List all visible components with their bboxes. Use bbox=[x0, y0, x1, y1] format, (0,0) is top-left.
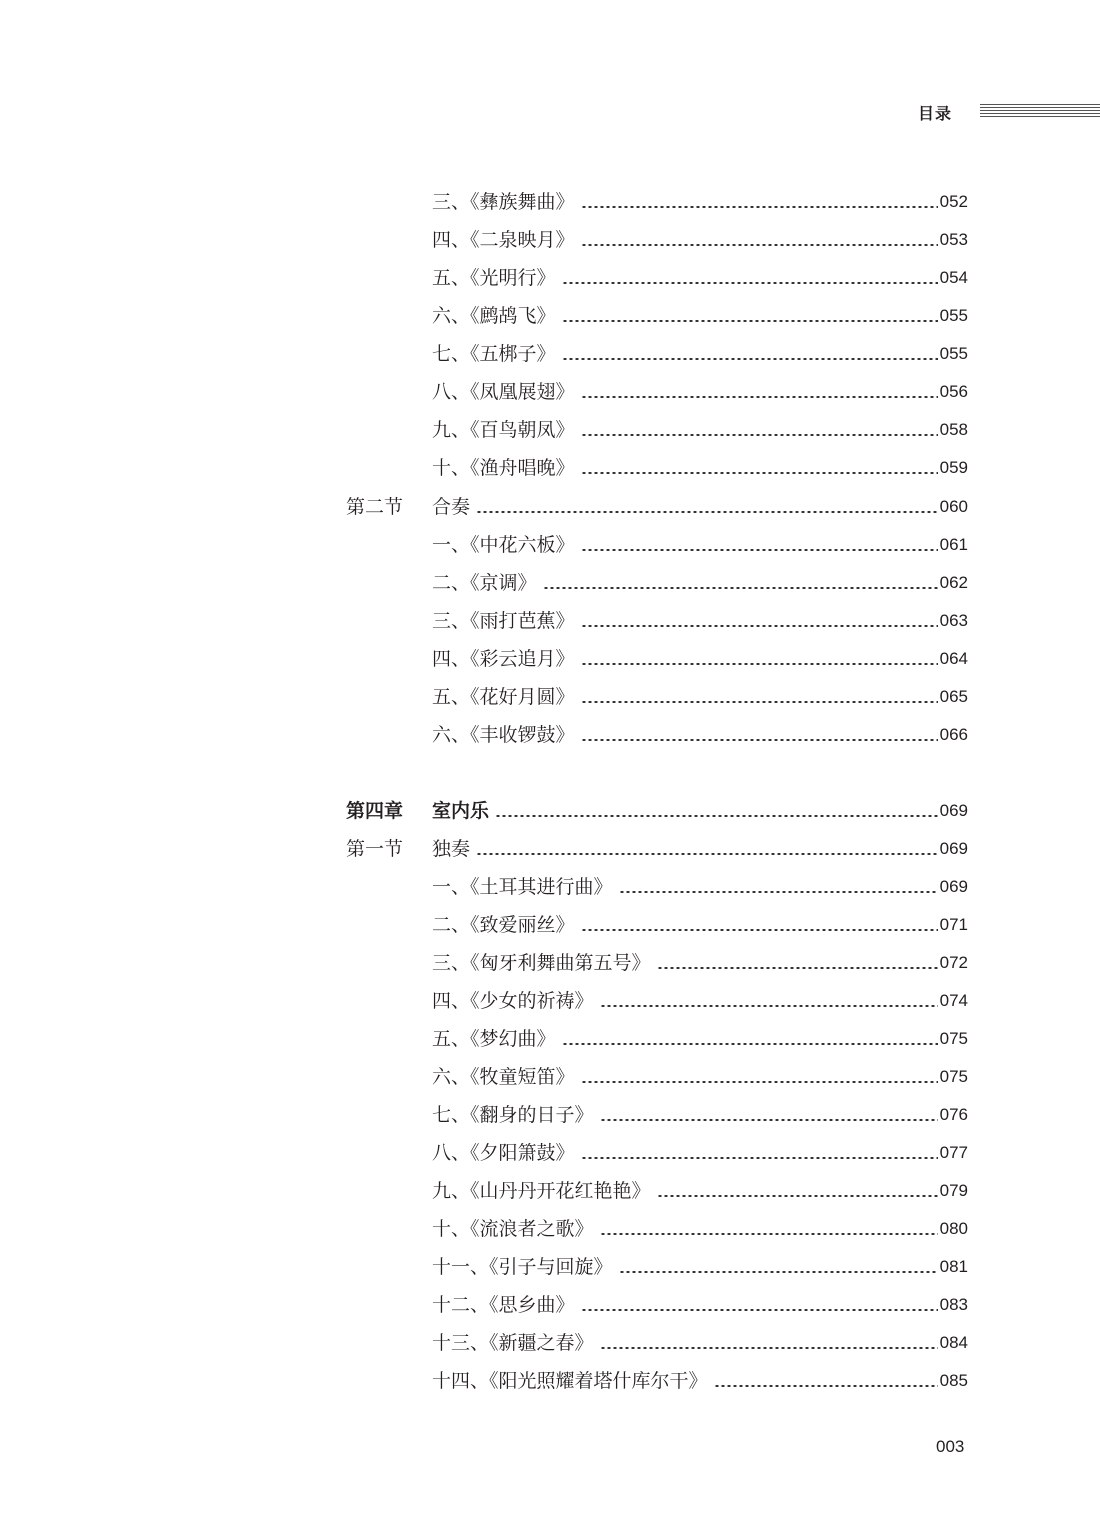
dot-leader bbox=[581, 1157, 938, 1159]
dot-leader bbox=[581, 244, 938, 246]
toc-item-entry[interactable] bbox=[432, 527, 968, 557]
toc-entry-title: 九、《百鸟朝凤》 bbox=[432, 419, 575, 441]
toc-item-entry[interactable] bbox=[432, 945, 968, 975]
toc-item-entry[interactable] bbox=[432, 450, 968, 480]
toc-entry-title: 一、《土耳其进行曲》 bbox=[432, 876, 613, 898]
dot-leader bbox=[562, 358, 938, 360]
toc-entry-page: 079 bbox=[939, 1181, 968, 1200]
toc-item-entry[interactable] bbox=[432, 1173, 968, 1203]
dot-leader bbox=[581, 472, 938, 474]
toc-item-entry[interactable] bbox=[432, 1135, 968, 1165]
dot-leader bbox=[581, 929, 938, 931]
toc-entry-page: 083 bbox=[939, 1295, 968, 1314]
toc-entry-title: 四、《二泉映月》 bbox=[432, 229, 575, 251]
toc-entry-title: 五、《光明行》 bbox=[432, 267, 556, 289]
dot-leader bbox=[476, 853, 938, 855]
toc-entry-page: 052 bbox=[939, 192, 968, 211]
toc-item-entry[interactable] bbox=[432, 374, 968, 404]
dot-leader bbox=[581, 701, 938, 703]
toc-entry-page: 072 bbox=[939, 953, 968, 972]
toc-item-entry[interactable] bbox=[432, 717, 968, 747]
toc-entry-page: 061 bbox=[939, 535, 968, 554]
toc-entry-page: 055 bbox=[939, 344, 968, 363]
toc-item-entry[interactable] bbox=[432, 1249, 968, 1279]
toc-entry-title: 八、《夕阳箫鼓》 bbox=[432, 1142, 575, 1164]
dot-leader bbox=[543, 587, 938, 589]
toc-entry-page: 075 bbox=[939, 1029, 968, 1048]
toc-entry-page: 056 bbox=[939, 382, 968, 401]
dot-leader bbox=[581, 1081, 938, 1083]
dot-leader bbox=[581, 1309, 938, 1311]
toc-item-entry[interactable] bbox=[432, 222, 968, 252]
toc-entry-page: 062 bbox=[939, 573, 968, 592]
toc-entry-title: 六、《丰收锣鼓》 bbox=[432, 724, 575, 746]
toc-entry-page: 077 bbox=[939, 1143, 968, 1162]
toc-entry-title: 二、《致爱丽丝》 bbox=[432, 914, 575, 936]
toc-entry-page: 071 bbox=[939, 915, 968, 934]
toc-entry-page: 063 bbox=[939, 611, 968, 630]
toc-entry-page: 065 bbox=[939, 687, 968, 706]
dot-leader bbox=[600, 1119, 938, 1121]
toc-item-entry[interactable] bbox=[432, 1211, 968, 1241]
dot-leader bbox=[600, 1005, 938, 1007]
dot-leader bbox=[581, 396, 938, 398]
toc-item-entry[interactable] bbox=[432, 1021, 968, 1051]
dot-leader bbox=[581, 434, 938, 436]
toc-item-entry[interactable] bbox=[432, 603, 968, 633]
toc-entry-title: 八、《凤凰展翅》 bbox=[432, 381, 575, 403]
dot-leader bbox=[657, 1195, 938, 1197]
toc-entry-title: 十四、《阳光照耀着塔什库尔干》 bbox=[432, 1370, 708, 1392]
toc-item-entry[interactable] bbox=[432, 1325, 968, 1355]
toc-entry-page: 069 bbox=[939, 877, 968, 896]
toc-section-entry[interactable] bbox=[346, 489, 968, 519]
toc-entry-page: 074 bbox=[939, 991, 968, 1010]
toc-entry-page: 053 bbox=[939, 230, 968, 249]
toc-entry-prefix: 第四章 bbox=[346, 800, 404, 822]
toc-item-entry[interactable] bbox=[432, 184, 968, 214]
toc-entry-page: 059 bbox=[939, 458, 968, 477]
toc-section-entry[interactable] bbox=[346, 831, 968, 861]
dot-leader bbox=[495, 815, 938, 817]
dot-leader bbox=[619, 891, 938, 893]
toc-entry-page: 055 bbox=[939, 306, 968, 325]
toc-item-entry[interactable] bbox=[432, 1363, 968, 1393]
dot-leader bbox=[714, 1385, 938, 1387]
toc-item-entry[interactable] bbox=[432, 1287, 968, 1317]
toc-entry-page: 069 bbox=[939, 801, 968, 820]
toc-item-entry[interactable] bbox=[432, 907, 968, 937]
toc-item-entry[interactable] bbox=[432, 298, 968, 328]
toc-item-entry[interactable] bbox=[432, 983, 968, 1013]
toc-item-entry[interactable] bbox=[432, 260, 968, 290]
toc-entry-title: 十、《渔舟唱晚》 bbox=[432, 457, 575, 479]
toc-entry-page: 054 bbox=[939, 268, 968, 287]
dot-leader bbox=[657, 967, 938, 969]
toc-entry-title: 十一、《引子与回旋》 bbox=[432, 1256, 613, 1278]
toc-item-entry[interactable] bbox=[432, 336, 968, 366]
toc-entry-title: 一、《中花六板》 bbox=[432, 534, 575, 556]
toc-entry-page: 080 bbox=[939, 1219, 968, 1238]
toc-entry-page: 064 bbox=[939, 649, 968, 668]
toc-entry-page: 058 bbox=[939, 420, 968, 439]
toc-entry-title: 室内乐 bbox=[432, 800, 490, 822]
running-header-title: 目录 bbox=[918, 104, 953, 123]
toc-item-entry[interactable] bbox=[432, 641, 968, 671]
toc-entry-title: 三、《彝族舞曲》 bbox=[432, 191, 575, 213]
toc-entry-title: 三、《匈牙利舞曲第五号》 bbox=[432, 952, 651, 974]
dot-leader bbox=[476, 511, 938, 513]
toc-entry-page: 076 bbox=[939, 1105, 968, 1124]
dot-leader bbox=[562, 320, 938, 322]
dot-leader bbox=[581, 549, 938, 551]
toc-chapter-entry[interactable] bbox=[346, 793, 968, 823]
toc-entry-page: 081 bbox=[939, 1257, 968, 1276]
dot-leader bbox=[600, 1233, 938, 1235]
toc-entry-prefix: 第二节 bbox=[346, 496, 404, 518]
dot-leader bbox=[581, 663, 938, 665]
toc-item-entry[interactable] bbox=[432, 869, 968, 899]
dot-leader bbox=[581, 625, 938, 627]
toc-entry-title: 二、《京调》 bbox=[432, 572, 537, 594]
toc-entry-title: 十三、《新疆之春》 bbox=[432, 1332, 594, 1354]
toc-item-entry[interactable] bbox=[432, 412, 968, 442]
toc-item-entry[interactable] bbox=[432, 565, 968, 595]
toc-entry-title: 九、《山丹丹开花红艳艳》 bbox=[432, 1180, 651, 1202]
toc-entry-page: 085 bbox=[939, 1371, 968, 1390]
toc-entry-title: 四、《少女的祈祷》 bbox=[432, 990, 594, 1012]
toc-entry-title: 五、《花好月圆》 bbox=[432, 686, 575, 708]
toc-entry-title: 四、《彩云追月》 bbox=[432, 648, 575, 670]
toc-entry-title: 独奏 bbox=[432, 838, 471, 860]
toc-entry-title: 三、《雨打芭蕉》 bbox=[432, 610, 575, 632]
toc-entry-title: 七、《翻身的日子》 bbox=[432, 1104, 594, 1126]
toc-entry-title: 六、《牧童短笛》 bbox=[432, 1066, 575, 1088]
toc-entry-page: 084 bbox=[939, 1333, 968, 1352]
toc-item-entry[interactable] bbox=[432, 1097, 968, 1127]
dot-leader bbox=[562, 1043, 938, 1045]
toc-entry-title: 六、《鹧鸪飞》 bbox=[432, 305, 556, 327]
toc-entry-title: 五、《梦幻曲》 bbox=[432, 1028, 556, 1050]
toc-entry-page: 075 bbox=[939, 1067, 968, 1086]
toc-entry-page: 066 bbox=[939, 725, 968, 744]
toc-entry-title: 十二、《思乡曲》 bbox=[432, 1294, 575, 1316]
toc-item-entry[interactable] bbox=[432, 679, 968, 709]
toc-entry-page: 069 bbox=[939, 839, 968, 858]
page-number: 003 bbox=[936, 1437, 965, 1456]
toc-item-entry[interactable] bbox=[432, 1059, 968, 1089]
dot-leader bbox=[581, 739, 938, 741]
toc-entry-title: 合奏 bbox=[432, 496, 471, 518]
dot-leader bbox=[600, 1347, 938, 1349]
toc-entry-title: 七、《五梆子》 bbox=[432, 343, 556, 365]
toc-entry-page: 060 bbox=[939, 497, 968, 516]
dot-leader bbox=[562, 282, 938, 284]
dot-leader bbox=[619, 1271, 938, 1273]
dot-leader bbox=[581, 206, 938, 208]
toc-entry-title: 十、《流浪者之歌》 bbox=[432, 1218, 594, 1240]
toc-entry-prefix: 第一节 bbox=[346, 838, 404, 860]
